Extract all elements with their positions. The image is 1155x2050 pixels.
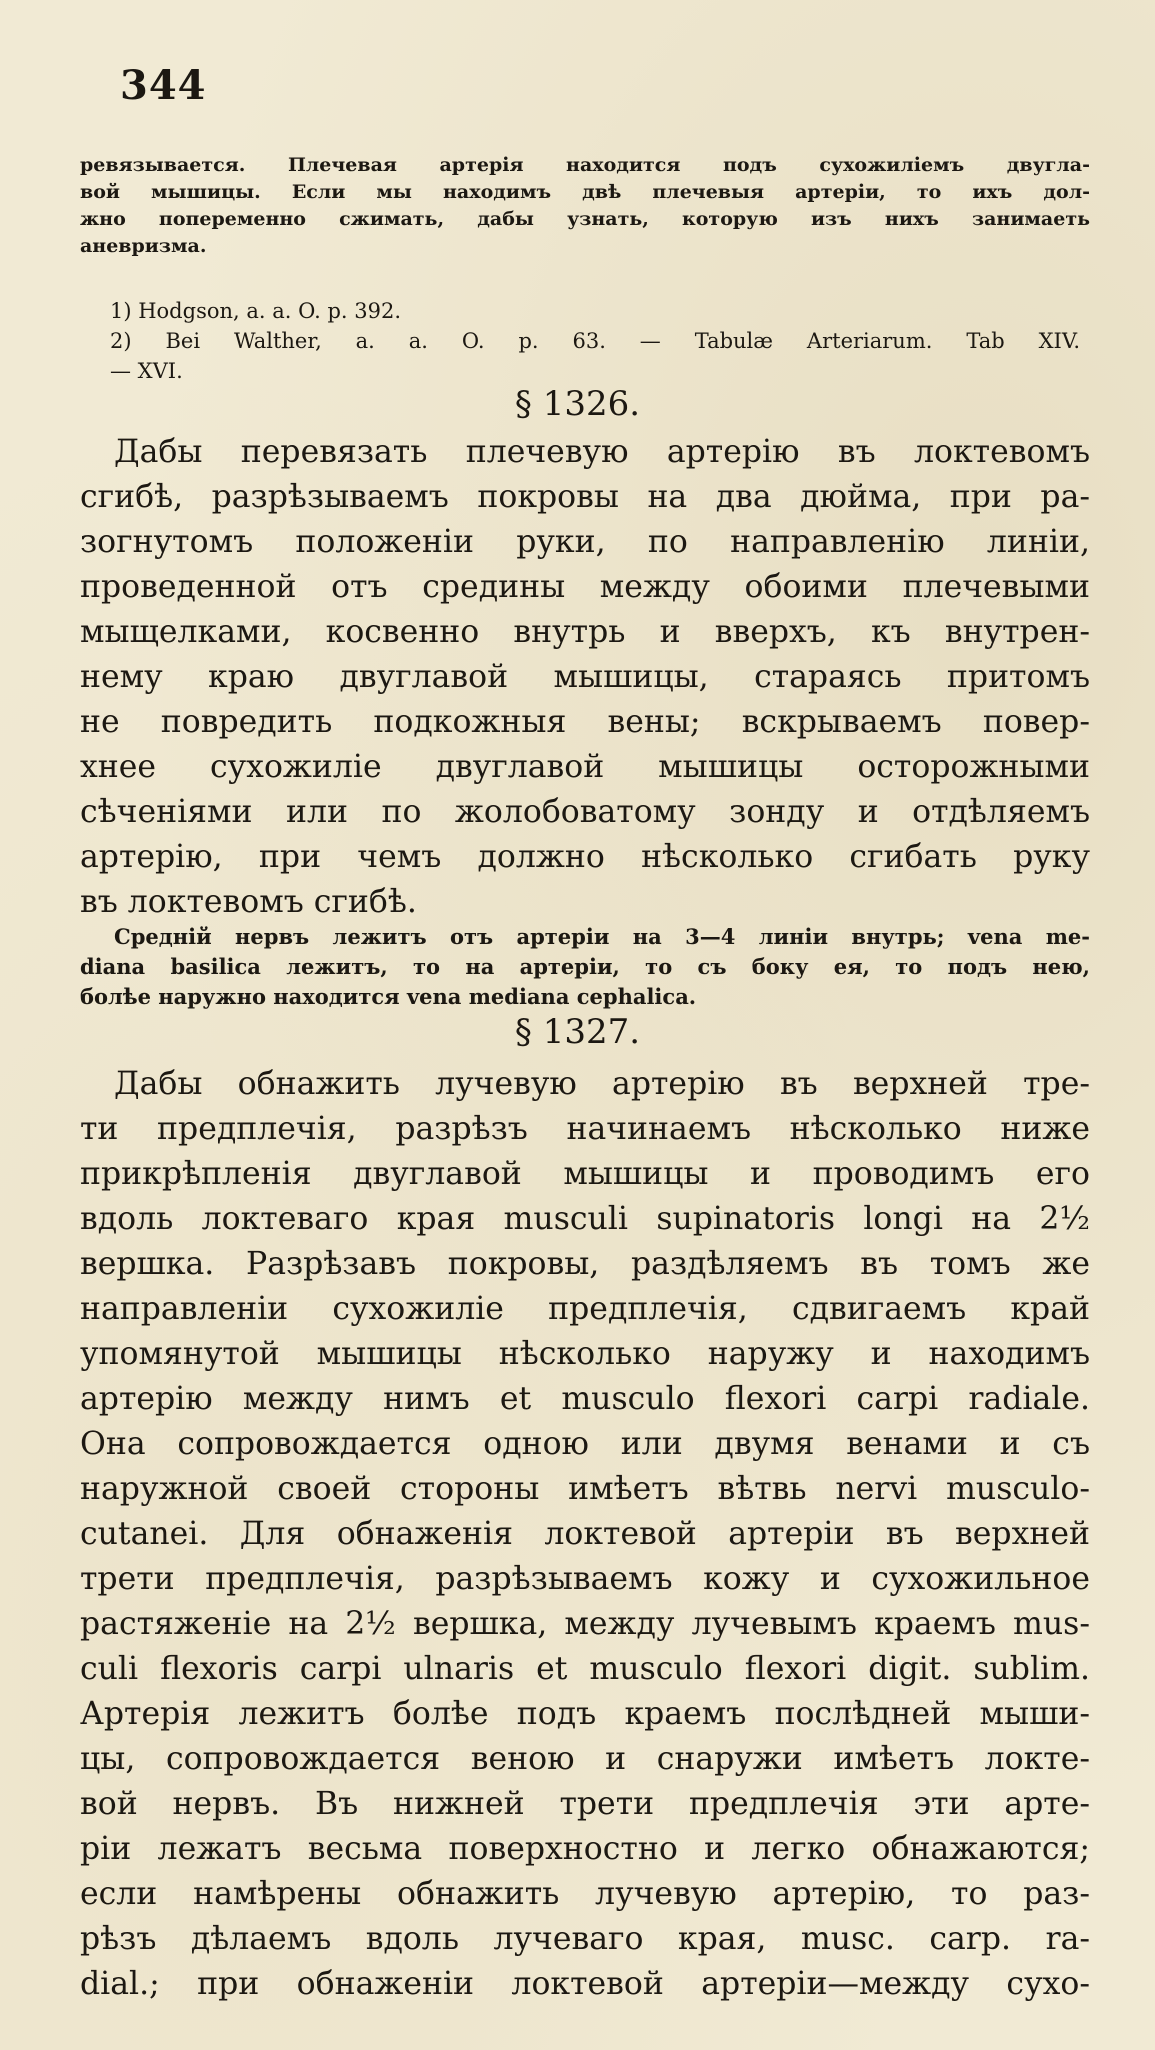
section-1327-body (80, 1062, 1090, 2007)
section-heading-1327: § 1327. (514, 1012, 641, 1052)
text-line: наружной своей стороны имѣетъ вѣтвь nervi musculo- (80, 1471, 1090, 1507)
text-line: Она сопровождается одною или двумя венами и съ (80, 1426, 1090, 1462)
text-line: ревязывается. Плечевая артерія находится подъ сухожиліемъ двугла- (80, 154, 1090, 176)
section-heading-1326: § 1326. (514, 384, 641, 424)
text-line: culi flexoris carpi ulnaris et musculo flexori digit. sublim. (80, 1651, 1090, 1687)
text-line: цы, сопровождается веною и снаружи имѣетъ локте- (80, 1741, 1090, 1777)
text-line: вой нервъ. Въ нижней трети предплечія эти арте- (80, 1786, 1090, 1822)
text-line: вдоль локтеваго края musculi supinatoris longi на 2½ (80, 1201, 1090, 1237)
text-line: Дабы перевязать плечевую артерію въ локтевомъ (114, 434, 1090, 470)
page-number: 344 (120, 62, 207, 109)
text-line: сгибѣ, разрѣзываемъ покровы на два дюйма, при ра- (80, 479, 1090, 515)
footnotes (110, 296, 1080, 386)
text-line: направленіи сухожиліе предплечія, сдвигаемъ край (80, 1291, 1090, 1327)
section-1326-note (80, 922, 1090, 1012)
text-line: растяженіе на 2½ вершка, между лучевымъ краемъ mus- (80, 1606, 1090, 1642)
text-line: сѣченіями или по жолобоватому зонду и отдѣляемъ (80, 794, 1090, 830)
text-line: упомянутой мышицы нѣсколько наружу и находимъ (80, 1336, 1090, 1372)
text-line: аневризма. (80, 235, 207, 257)
text-line: мыщелками, косвенно внутрь и вверхъ, къ внутрен- (80, 614, 1090, 650)
text-line: нему краю двуглавой мышицы, стараясь притомъ (80, 659, 1090, 695)
text-line: ріи лежатъ весьма поверхностно и легко обнажаются; (80, 1831, 1090, 1867)
text-line: зогнутомъ положеніи руки, по направленію линіи, (80, 524, 1090, 560)
footnote-2-continued: — XVI. (110, 359, 183, 383)
text-line: жно попеременно сжимать, дабы узнать, которую изъ нихъ занимаеть (80, 208, 1090, 230)
text-line: Дабы обнажить лучевую артерію въ верхней тре- (114, 1066, 1090, 1102)
footnote-1: 1) Hodgson, a. a. O. p. 392. (110, 299, 401, 323)
continuation-paragraph (80, 152, 1090, 260)
text-line: хнее сухожиліе двуглавой мышицы осторожными (80, 749, 1090, 785)
text-line: артерію между нимъ et musculo flexori carpi radiale. (80, 1381, 1090, 1417)
text-line: если намѣрены обнажить лучевую артерію, то раз- (80, 1876, 1090, 1912)
text-line: не повредить подкожныя вены; вскрываемъ повер- (80, 704, 1090, 740)
text-line: артерію, при чемъ должно нѣсколько сгибать руку (80, 839, 1090, 875)
text-line: проведенной отъ средины между обоими плечевыми (80, 569, 1090, 605)
text-line: dial.; при обнаженіи локтевой артеріи—между сухо- (80, 1966, 1090, 2002)
text-line: въ локтевомъ сгибѣ. (80, 884, 417, 920)
note-line: diana basilica лежитъ, то на артеріи, то съ боку ея, то подъ нею, (80, 954, 1090, 979)
text-line: трети предплечія, разрѣзываемъ кожу и сухожильное (80, 1561, 1090, 1597)
text-line: вой мышицы. Если мы находимъ двѣ плечевыя артеріи, то ихъ дол- (80, 181, 1090, 203)
note-line: Средній нервъ лежитъ отъ артеріи на 3—4 линіи внутрь; vena me- (114, 924, 1090, 949)
note-line: болѣе наружно находится vena mediana cephalica. (80, 984, 697, 1009)
text-line: вершка. Разрѣзавъ покровы, раздѣляемъ въ томъ же (80, 1246, 1090, 1282)
text-line: Артерія лежитъ болѣе подъ краемъ послѣдней мыши- (80, 1696, 1090, 1732)
text-line: рѣзъ дѣлаемъ вдоль лучеваго края, musc. carp. ra- (80, 1921, 1090, 1957)
text-line: прикрѣпленія двуглавой мышицы и проводимъ его (80, 1156, 1090, 1192)
section-1326-body (80, 430, 1090, 925)
text-line: ти предплечія, разрѣзъ начинаемъ нѣсколько ниже (80, 1111, 1090, 1147)
footnote-2: 2) Bei Walther, a. a. O. p. 63. — Tabulæ Arteriarum. Tab XIV. (110, 329, 1080, 353)
text-line: cutanei. Для обнаженія локтевой артеріи въ верхней (80, 1516, 1090, 1552)
